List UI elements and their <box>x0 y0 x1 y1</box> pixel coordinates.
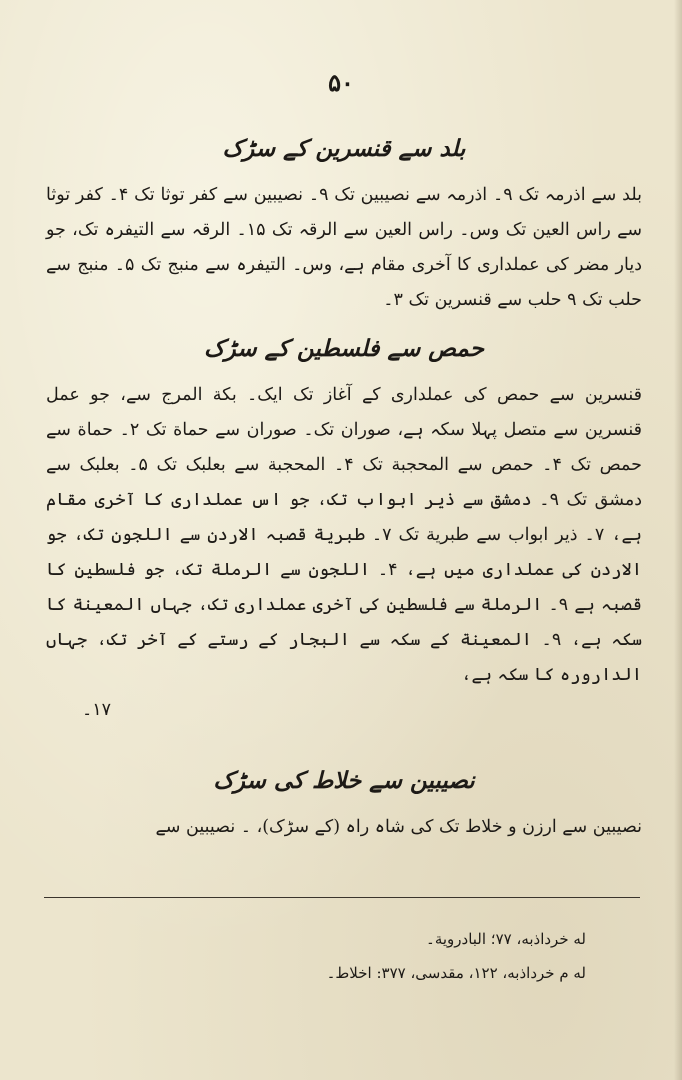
footnote-divider <box>44 897 640 898</box>
section-heading: بلد سے قنسرین کے سڑک <box>222 135 466 162</box>
footnotes <box>46 922 586 990</box>
section-hims-filastin <box>46 332 642 728</box>
section-heading: حمص سے فلسطین کے سڑک <box>204 335 484 362</box>
footnote-1: له خرداذبه، ۷۷؛ البادرویة۔ <box>426 930 586 948</box>
page-number: ۵۰ <box>328 68 354 97</box>
footnote-2: له م خرداذبه، ۱۲۲، مقدسی، ۳۷۷: اخلاط۔ <box>326 964 586 982</box>
section-nasibin-khilat <box>46 764 642 845</box>
page-content <box>46 132 642 859</box>
section-spacer <box>46 742 642 764</box>
section-paragraph: بلد سے اذرمہ تک ۹۔ اذرمہ سے نصیبین تک ۹۔ نصیبین سے کفر توثا تک ۴۔ کفر توثا سے راس العین تک وس۔ راس العین سے الرقہ تک ۱۵۔ الرقہ سے التیفرہ تک، جو دیار مضر کی عملداری کا آخری مقام ہے، وس۔ التیفرہ سے منبج تک ۵۔ منبج سے حلب تک ۹ حلب سے قنسرین تک ۳۔ <box>46 185 642 310</box>
section-heading: نصیبین سے خلاط کی سڑک <box>213 767 475 794</box>
section-end-number: ۱۷۔ <box>82 700 112 720</box>
section-paragraph: نصیبین سے ارزن و خلاط تک کی شاہ راہ (کے سڑک)، ۔ نصیبین سے <box>155 817 642 837</box>
section-paragraph: قنسرین سے حمص کی عملداری کے آغاز تک ایک۔ بکة المرج سے، جو عمل قنسرین سے متصل پہلا سکہ ہے، صوران تک۔ صوران سے حماة تک ۲۔ حماة سے حمص تک ۴۔ حمص سے المحجبة تک ۴۔ المحجبة سے بعلبک تک ۵۔ بعلبک سے دمشق تک ۹۔ دمشق سے ذیر ابواب تک، جو اس عملداری کا آخری مقام ہے، ۷۔ ذیر ابواب سے طبریة تک ۷۔ طبریة قصبہ الاردن سے اللجون تک، جو الاردن کی عملداری میں ہے، ۴۔ اللجون سے الرملة تک، جو فلسطین کا قصبہ ہے ۹۔ الرملة سے فلسطین کی آخری عملداری تک، جہاں المعینة کا سکہ ہے، ۹۔ المعینة کے سکہ سے البجار کے رستے کے آخر تک، جہاں الدارورہ کا سکہ ہے، <box>46 385 643 685</box>
section-balad-qinnasrin <box>46 132 642 318</box>
page-edge-shadow <box>674 0 682 1080</box>
